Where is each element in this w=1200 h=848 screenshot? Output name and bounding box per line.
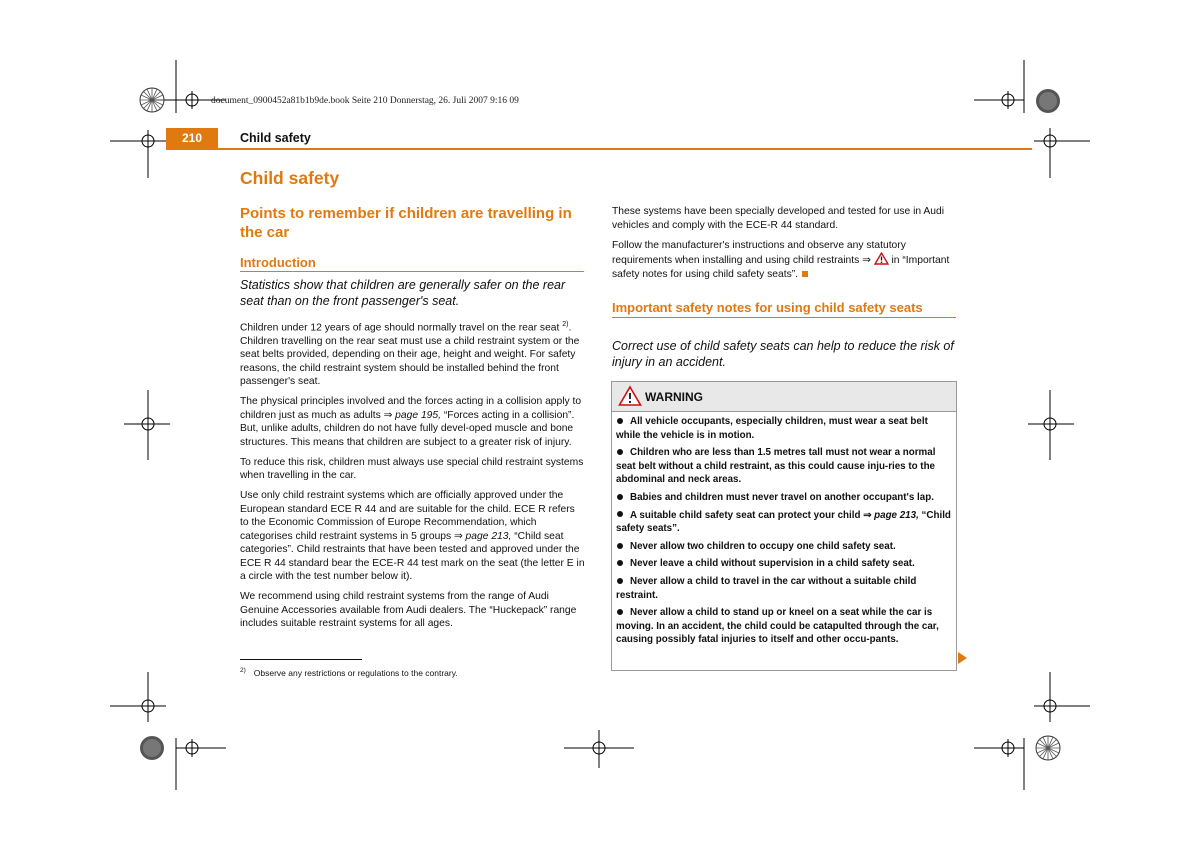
paragraph: Children under 12 years of age should normally travel on the rear seat $^{2)}$. Children travelling on the rear seat must use a child restraint system or the seat belts provided, depending on their age, height and weight. For safety reasons, the child restraint system should be installed behind the front passenger's seat.	[240, 321, 580, 388]
paragraph: These systems have been specially developed and tested for use in Audi vehicles and comply with the ECE-R 44 standard.	[612, 206, 944, 231]
footnote-rule	[240, 659, 362, 660]
warning-triangle-icon[interactable]	[874, 252, 889, 265]
page-ref-link[interactable]: page 195,	[395, 409, 441, 421]
paragraph: We recommend using child restraint systems from the range of Audi Genuine Accessories available from Audi dealers. The “Huckepack” range includes suitable restraint systems for all ages.	[240, 591, 577, 630]
paragraph: The physical principles involved and the forces acting in a collision apply to children just as much as adults ⇒ page 195, “Forces acting in a collision”. But, unlike adults, children do not have fully devel-oped muscle and bone structures. This means that children are subject to a greater risk of injury.	[240, 396, 582, 448]
warning-item: Never leave a child without supervision in a child safety seat.	[616, 557, 953, 571]
warning-item: A suitable child safety seat can protect your child ⇒ page 213, “Child safety seats”.	[616, 509, 951, 535]
footnote-mark[interactable]: 2)	[562, 321, 569, 328]
left-column	[240, 318, 585, 637]
warning-box	[611, 381, 957, 671]
warning-item: All vehicle occupants, especially children, must wear a seat belt while the vehicle is in motion.	[616, 416, 928, 441]
page-ref-link[interactable]: page 213,	[874, 509, 919, 521]
end-of-section-mark	[802, 271, 808, 277]
page-number: 210	[166, 128, 218, 149]
continue-arrow-icon[interactable]	[958, 652, 967, 664]
subsection-title: Introduction	[240, 255, 584, 272]
chapter-title: Child safety	[240, 168, 340, 188]
footnote: $^{2)}$ Observe any restrictions or regulations to the contrary.	[240, 667, 458, 678]
warning-list	[612, 412, 956, 647]
paragraph: Follow the manufacturer's instructions and observe any statutory requirements when installing and using child restraints ⇒ in “Important safety notes for using child safety seats”.	[612, 239, 950, 280]
warning-item: Never allow a child to stand up or kneel on a seat while the car is moving. In an accident, the child could be catapulted through the car, causing possibly fatal injuries to itself and other occu-pants.	[616, 607, 939, 646]
color-rosette-icon	[139, 735, 165, 761]
color-rosette-icon	[139, 87, 165, 113]
warning-item: Never allow a child to travel in the car without a suitable child restraint.	[616, 575, 917, 601]
page-ref-link[interactable]: page 213,	[465, 530, 512, 542]
paragraph: To reduce this risk, children must always use special child restraint systems when travelling in the car.	[240, 456, 584, 482]
header-rule	[166, 148, 1032, 150]
warning-item: Babies and children must never travel on another occupant's lap.	[616, 491, 953, 505]
warning-title: WARNING	[645, 390, 703, 404]
color-rosette-icon	[1035, 88, 1061, 114]
warning-item: Never allow two children to occupy one child safety seat.	[616, 540, 953, 554]
section-title: Points to remember if children are travelling in the car	[240, 205, 572, 241]
color-rosette-icon	[1035, 735, 1061, 761]
warning-header	[612, 382, 956, 412]
lead-paragraph-safety: Correct use of child safety seats can help to reduce the risk of injury in an accident.	[612, 339, 954, 369]
paragraph: Use only child restraint systems which are officially approved under the European standard ECE R 44 and are suitable for the child. ECE R refers to the Economic Commission of Europe Recommendation, which categorises child restraint systems in 5 groups ⇒ page 213, “Child seat categories”. Child restraints that have been tested and approved under the ECE R 44 standard bear the ECE-R 44 test mark on the seat (the letter E in a circle with the test number below it).	[240, 490, 585, 583]
right-column	[612, 205, 956, 288]
print-info-line: document_0900452a81b1b9de.book Seite 210 Donnerstag, 26. Juli 2007 9:16 09	[211, 96, 519, 106]
running-title: Child safety	[240, 131, 311, 145]
subsection-title-safety-notes: Important safety notes for using child safety seats	[612, 300, 956, 318]
warning-item: Children who are less than 1.5 metres tall must not wear a normal seat belt without a child restraint, as this could cause inju-ries to the abdominal and neck areas.	[616, 447, 936, 486]
lead-paragraph: Statistics show that children are generally safer on the rear seat than on the front passenger's seat.	[240, 278, 566, 308]
warning-triangle-icon	[618, 385, 642, 407]
